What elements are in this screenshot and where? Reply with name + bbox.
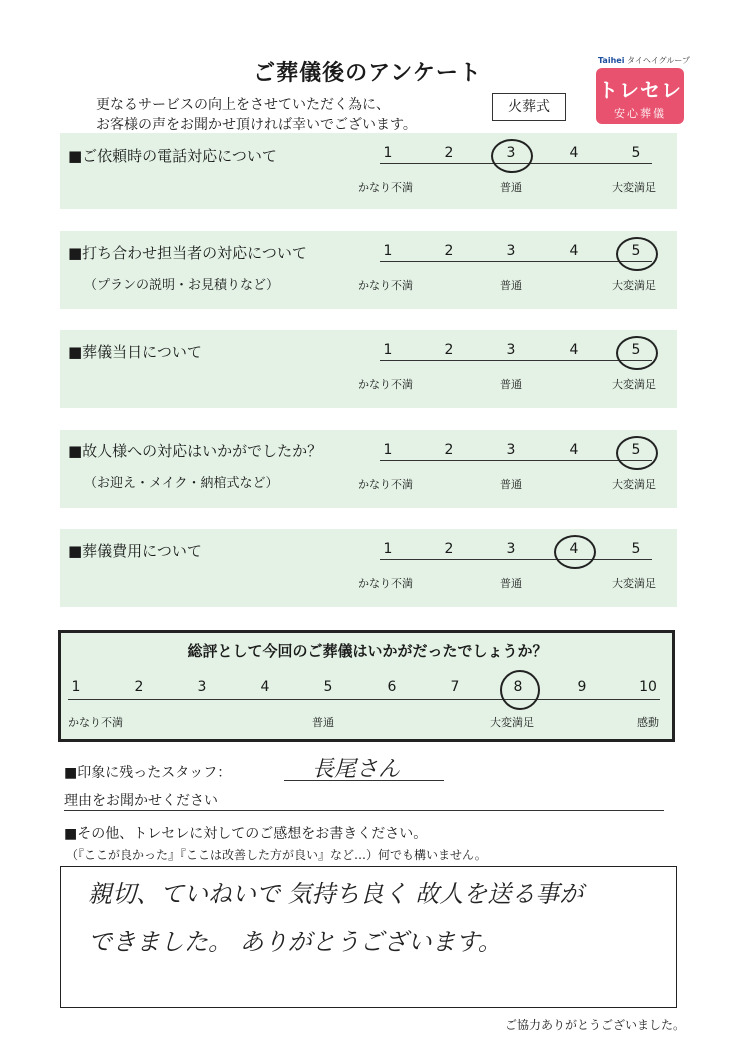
- overall-number[interactable]: 2: [134, 679, 144, 695]
- overall-scale-label: 感動: [637, 716, 659, 729]
- overall-number[interactable]: 1: [71, 679, 81, 695]
- scale-number[interactable]: 4: [569, 342, 579, 358]
- selected-answer-circle: [616, 436, 658, 470]
- scale-label-low: かなり不満: [358, 279, 413, 292]
- overall-scale-label: かなり不満: [68, 716, 123, 729]
- selected-answer-circle: [491, 139, 533, 173]
- logo-sub: 安心葬儀: [614, 107, 666, 120]
- question-label: ■葬儀当日について: [68, 343, 202, 361]
- logo-brand-jp: タイヘイグループ: [626, 56, 691, 65]
- scale-number[interactable]: 2: [444, 342, 454, 358]
- question-label: ■ご依頼時の電話対応について: [68, 147, 277, 165]
- overall-scale-label: 普通: [312, 716, 334, 729]
- scale-label-high: 大変満足: [612, 181, 656, 194]
- page-title: ご葬儀後のアンケート: [253, 61, 482, 86]
- logo: [596, 68, 684, 124]
- scale-label-low: かなり不満: [358, 577, 413, 590]
- scale-label-low: かなり不満: [358, 181, 413, 194]
- scale-label-high: 大変満足: [612, 279, 656, 292]
- scale-label-high: 大変満足: [612, 478, 656, 491]
- scale-label-mid: 普通: [500, 279, 522, 292]
- scale-label-mid: 普通: [500, 378, 522, 391]
- scale-line: [380, 360, 652, 361]
- scale-label-mid: 普通: [500, 478, 522, 491]
- reason-label: 理由をお聞かせください: [64, 793, 218, 809]
- scale-number[interactable]: 2: [444, 243, 454, 259]
- scale-number[interactable]: 3: [506, 442, 516, 458]
- overall-number[interactable]: 8: [513, 679, 523, 695]
- scale-label-high: 大変満足: [612, 378, 656, 391]
- scale-number[interactable]: 5: [631, 243, 641, 259]
- scale-number[interactable]: 1: [383, 342, 393, 358]
- scale-number[interactable]: 1: [383, 145, 393, 161]
- scale-number[interactable]: 3: [506, 145, 516, 161]
- scale-label-low: かなり不満: [358, 478, 413, 491]
- staff-underline: [284, 780, 444, 781]
- overall-number[interactable]: 5: [323, 679, 333, 695]
- selected-answer-circle: [616, 336, 658, 370]
- logo-brand: [598, 55, 690, 66]
- scale-number[interactable]: 5: [631, 145, 641, 161]
- question-label: ■故人様への対応はいかがでしたか？: [68, 442, 323, 460]
- question-label: ■葬儀費用について: [68, 542, 202, 560]
- overall-number[interactable]: 4: [260, 679, 270, 695]
- overall-scale-line: [68, 699, 660, 700]
- scale-number[interactable]: 5: [631, 541, 641, 557]
- comments-label: ■その他、トレセレに対してのご感想をお書きください。: [64, 826, 428, 842]
- scale-number[interactable]: 5: [631, 342, 641, 358]
- staff-label: ■印象に残ったスタッフ：: [64, 765, 232, 781]
- overall-number[interactable]: 7: [450, 679, 460, 695]
- question-sub-label: （お迎え・メイク・納棺式など）: [84, 476, 279, 491]
- overall-selected-circle: [500, 670, 540, 710]
- scale-number[interactable]: 1: [383, 243, 393, 259]
- scale-number[interactable]: 1: [383, 541, 393, 557]
- scale-line: [380, 559, 652, 560]
- scale-number[interactable]: 3: [506, 243, 516, 259]
- scale-label-mid: 普通: [500, 577, 522, 590]
- scale-number[interactable]: 3: [506, 342, 516, 358]
- scale-label-low: かなり不満: [358, 378, 413, 391]
- scale-line: [380, 261, 652, 262]
- comment-line-1: 親切、ていねいで 気持ち良く 故人を送る事が: [88, 880, 584, 908]
- scale-number[interactable]: 4: [569, 145, 579, 161]
- overall-number[interactable]: 10: [639, 679, 657, 695]
- comments-hint: （『ここが良かった』『ここは改善した方が良い』など…）何でも構いません。: [66, 848, 487, 862]
- overall-number[interactable]: 9: [577, 679, 587, 695]
- scale-number[interactable]: 5: [631, 442, 641, 458]
- intro-text: [96, 95, 417, 135]
- scale-label-high: 大変満足: [612, 577, 656, 590]
- intro-line-1: 更なるサービスの向上をさせていただく為に、: [96, 97, 390, 113]
- thanks-text: ご協力ありがとうございました。: [504, 1018, 685, 1032]
- scale-number[interactable]: 1: [383, 442, 393, 458]
- scale-number[interactable]: 3: [506, 541, 516, 557]
- reason-underline: [64, 810, 664, 811]
- overall-number[interactable]: 3: [197, 679, 207, 695]
- scale-number[interactable]: 2: [444, 541, 454, 557]
- selected-answer-circle: [616, 237, 658, 271]
- scale-label-mid: 普通: [500, 181, 522, 194]
- overall-number[interactable]: 6: [387, 679, 397, 695]
- logo-brand-en: Taihei: [598, 56, 625, 65]
- overall-question: 総評として今回のご葬儀はいかがだったでしょうか？: [187, 642, 548, 660]
- question-label: ■打ち合わせ担当者の対応について: [68, 244, 307, 262]
- staff-value: 長尾さん: [312, 757, 401, 782]
- overall-scale-label: 大変満足: [490, 716, 534, 729]
- scale-line: [380, 460, 652, 461]
- comment-line-2: できました。 ありがとうございます。: [88, 928, 502, 956]
- selected-answer-circle: [554, 535, 596, 569]
- service-type-box: 火葬式: [492, 93, 566, 121]
- logo-name: トレセレ: [598, 78, 682, 102]
- scale-number[interactable]: 2: [444, 145, 454, 161]
- scale-number[interactable]: 2: [444, 442, 454, 458]
- scale-number[interactable]: 4: [569, 541, 579, 557]
- scale-number[interactable]: 4: [569, 442, 579, 458]
- intro-line-2: お客様の声をお聞かせ頂ければ幸いでございます。: [96, 117, 417, 133]
- scale-number[interactable]: 4: [569, 243, 579, 259]
- question-sub-label: （プランの説明・お見積りなど）: [84, 278, 280, 293]
